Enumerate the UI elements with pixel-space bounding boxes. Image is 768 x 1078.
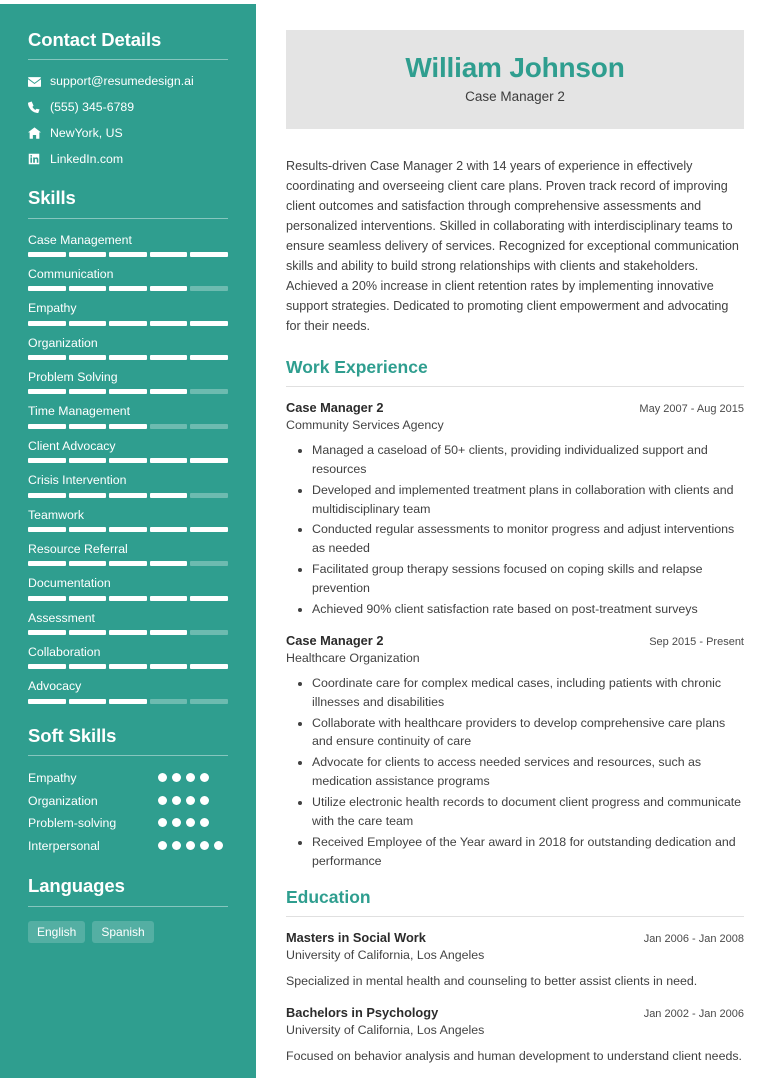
skill-bar-segment (190, 355, 228, 360)
skill-bar-segment (69, 493, 107, 498)
skill-bar-segment (69, 424, 107, 429)
skill-label: Assessment (28, 610, 95, 625)
section-divider (28, 906, 228, 907)
rating-dot (186, 841, 195, 850)
skill-level-bar (28, 321, 228, 326)
rating-dot (158, 773, 167, 782)
skill-level-bar (28, 699, 228, 704)
skill-bar-segment (28, 252, 66, 257)
skill-item (28, 336, 228, 360)
languages-title: Languages (28, 875, 125, 897)
soft-skill-item (28, 793, 228, 810)
skill-bar-segment (69, 458, 107, 463)
skill-item (28, 611, 228, 635)
skill-level-bar (28, 286, 228, 291)
skill-bar-segment (69, 664, 107, 669)
soft-skill-label: Organization (28, 793, 98, 808)
contact-item[interactable] (28, 126, 228, 141)
work-entry-organization: Healthcare Organization (286, 651, 420, 666)
skill-item (28, 439, 228, 463)
education-entry (286, 1005, 744, 1066)
rating-dot (186, 796, 195, 805)
skills-title: Skills (28, 187, 76, 209)
work-entries (286, 400, 744, 871)
skill-bar-segment (69, 355, 107, 360)
skill-level-bar (28, 355, 228, 360)
skill-label: Case Management (28, 232, 132, 247)
skills-list (28, 233, 228, 704)
work-entry-date: May 2007 - Aug 2015 (639, 402, 744, 415)
skill-bar-segment (150, 630, 188, 635)
work-bullet: • Developed and implemented treatment plans in collaboration with clients and multidisciplinary team (312, 481, 744, 519)
skills-section (28, 188, 228, 703)
education-title: Education (286, 887, 371, 908)
rating-dot (200, 796, 209, 805)
skill-bar-segment (28, 321, 66, 326)
skill-item (28, 301, 228, 325)
skill-bar-segment (109, 458, 147, 463)
section-divider (28, 59, 228, 60)
contact-item-value: LinkedIn.com (50, 151, 124, 166)
phone-icon (28, 100, 50, 114)
contact-item[interactable] (28, 152, 228, 167)
skill-bar-segment (69, 389, 107, 394)
education-description: Specialized in mental health and counseling to better assist clients in need. (286, 974, 698, 988)
skill-label: Organization (28, 335, 98, 350)
section-divider (28, 755, 228, 756)
rating-dot (158, 818, 167, 827)
work-bullet: • Facilitated group therapy sessions focused on coping skills and relapse prevention (312, 560, 744, 598)
education-entry (286, 930, 744, 991)
skill-bar-segment (190, 596, 228, 601)
skill-bar-segment (28, 493, 66, 498)
work-bullet: • Conducted regular assessments to monitor progress and adjust interventions as needed (312, 520, 744, 558)
skill-label: Communication (28, 267, 114, 282)
work-entry-header (286, 400, 744, 417)
skill-bar-segment (109, 252, 147, 257)
skill-label: Problem Solving (28, 370, 118, 385)
skill-bar-segment (69, 321, 107, 326)
contact-item-value: NewYork, US (50, 125, 123, 140)
skill-item (28, 233, 228, 257)
work-bullet: • Managed a caseload of 50+ clients, providing individualized support and resources (312, 441, 744, 479)
soft-skill-label: Problem-solving (28, 816, 117, 831)
section-divider (286, 916, 744, 917)
skill-label: Time Management (28, 404, 131, 419)
main-content (256, 4, 768, 1078)
skill-item (28, 679, 228, 703)
skill-bar-segment (28, 561, 66, 566)
skill-bar-segment (190, 389, 228, 394)
rating-dot (158, 841, 167, 850)
skill-item (28, 473, 228, 497)
education-description: Focused on behavior analysis and human development to understand client needs. (286, 1048, 742, 1063)
skill-bar-segment (150, 458, 188, 463)
soft-skill-rating (158, 838, 228, 850)
skill-level-bar (28, 664, 228, 669)
skill-label: Advocacy (28, 679, 82, 694)
skill-bar-segment (69, 630, 107, 635)
skill-item (28, 404, 228, 428)
work-entry (286, 400, 744, 619)
education-date: Jan 2006 - Jan 2008 (643, 932, 744, 945)
rating-dot (172, 818, 181, 827)
education-entry-header (286, 930, 744, 947)
soft-skill-rating (158, 815, 228, 827)
soft-skill-label: Interpersonal (28, 838, 100, 853)
skill-bar-segment (150, 286, 188, 291)
skill-bar-segment (109, 561, 147, 566)
candidate-name: William Johnson (405, 52, 625, 83)
work-experience-section (286, 358, 744, 870)
skill-item (28, 370, 228, 394)
skill-item (28, 267, 228, 291)
skill-label: Documentation (28, 576, 111, 591)
sidebar (0, 4, 256, 1078)
skill-bar-segment (150, 527, 188, 532)
languages-list (28, 921, 228, 943)
skill-bar-segment (190, 527, 228, 532)
education-degree: Masters in Social Work (286, 929, 426, 945)
linkedin-icon (28, 152, 50, 166)
work-entry-header (286, 633, 744, 650)
skill-label: Teamwork (28, 507, 85, 522)
rating-dot (200, 818, 209, 827)
skill-level-bar (28, 561, 228, 566)
skill-label: Collaboration (28, 645, 101, 659)
name-header-card (286, 30, 744, 129)
skill-bar-segment (28, 355, 66, 360)
rating-dot (200, 841, 209, 850)
work-entry-bullets (286, 674, 744, 870)
skill-bar-segment (28, 389, 66, 394)
skill-bar-segment (109, 664, 147, 669)
skill-label: Client Advocacy (28, 438, 116, 453)
rating-dot (172, 773, 181, 782)
work-bullet: • Received Employee of the Year award in 2018 for outstanding dedication and performance (312, 833, 744, 871)
soft-skill-rating (158, 793, 228, 805)
contact-item-value: (555) 345-6789 (50, 100, 135, 115)
skill-bar-segment (150, 355, 188, 360)
soft-skill-item (28, 815, 228, 832)
skill-bar-segment (150, 252, 188, 257)
skill-bar-segment (150, 389, 188, 394)
soft-skill-label: Empathy (28, 771, 77, 786)
skill-bar-segment (109, 527, 147, 532)
skill-bar-segment (109, 321, 147, 326)
skill-label: Resource Referral (28, 541, 128, 556)
skill-bar-segment (190, 699, 228, 704)
skill-bar-segment (150, 596, 188, 601)
education-date: Jan 2002 - Jan 2006 (643, 1007, 744, 1020)
education-school: University of California, Los Angeles (286, 1023, 485, 1038)
skill-bar-segment (69, 286, 107, 291)
rating-dot (214, 841, 223, 850)
work-entry-role: Case Manager 2 (286, 632, 384, 648)
professional-summary: Results-driven Case Manager 2 with 14 years of experience in effectively coordinating and overseeing client care plans. Proven track record of improving client outcomes and satisfaction through comprehensive assessments and personalized interventions. Skilled in collaborating with interdisciplinary teams to ensure seamless delivery of services. Recognized for exceptional communication skills and ability to build strong relationships with clients and stakeholders. Achieved a 20% increase in client retention rates by implementing innovative support strategies. Dedicated to promoting client empowerment and advocating for their needs. (286, 159, 739, 333)
skill-bar-segment (28, 458, 66, 463)
skill-bar-segment (190, 252, 228, 257)
skill-bar-segment (150, 664, 188, 669)
work-entry (286, 633, 744, 871)
candidate-job-title: Case Manager 2 (465, 89, 565, 105)
soft-skill-item (28, 838, 228, 855)
education-degree: Bachelors in Psychology (286, 1004, 439, 1020)
soft-skills-title: Soft Skills (28, 724, 117, 746)
skill-bar-segment (190, 493, 228, 498)
contact-item[interactable] (28, 100, 228, 115)
work-bullet: • Collaborate with healthcare providers to develop comprehensive care plans and ensure continuity of care (312, 714, 744, 752)
work-bullet: • Coordinate care for complex medical cases, including patients with chronic illnesses and disabilities (312, 674, 744, 712)
skill-level-bar (28, 458, 228, 463)
skill-bar-segment (190, 458, 228, 463)
soft-skills-list (28, 770, 228, 854)
rating-dot (200, 773, 209, 782)
skill-bar-segment (28, 424, 66, 429)
skill-label: Crisis Intervention (28, 473, 127, 488)
skill-bar-segment (69, 527, 107, 532)
work-entry-date: Sep 2015 - Present (649, 635, 744, 648)
home-icon (28, 126, 50, 140)
rating-dot (186, 773, 195, 782)
skill-bar-segment (109, 424, 147, 429)
skill-bar-segment (109, 596, 147, 601)
soft-skill-item (28, 770, 228, 787)
education-entry-header (286, 1005, 744, 1022)
skill-bar-segment (69, 252, 107, 257)
skill-level-bar (28, 424, 228, 429)
contact-details-section (28, 30, 228, 166)
contact-list (28, 74, 228, 166)
skill-bar-segment (28, 664, 66, 669)
skill-bar-segment (150, 424, 188, 429)
skill-level-bar (28, 527, 228, 532)
skill-bar-segment (190, 630, 228, 635)
skill-bar-segment (109, 493, 147, 498)
skill-label: Empathy (28, 301, 77, 316)
work-experience-title: Work Experience (286, 357, 428, 378)
skill-bar-segment (190, 561, 228, 566)
skill-bar-segment (150, 493, 188, 498)
contact-item[interactable] (28, 74, 228, 89)
skill-bar-segment (190, 286, 228, 291)
language-tag[interactable]: Spanish (92, 921, 153, 943)
skill-level-bar (28, 630, 228, 635)
skill-level-bar (28, 252, 228, 257)
skill-level-bar (28, 389, 228, 394)
skill-item (28, 576, 228, 600)
skill-bar-segment (28, 527, 66, 532)
rating-dot (172, 841, 181, 850)
contact-details-title: Contact Details (28, 29, 162, 50)
skill-bar-segment (150, 321, 188, 326)
skill-bar-segment (28, 699, 66, 704)
soft-skills-section (28, 726, 228, 855)
rating-dot (158, 796, 167, 805)
work-entry-bullets (286, 441, 744, 619)
work-bullet: • Utilize electronic health records to document client progress and communicate with the care team (312, 793, 744, 831)
work-bullet: • Advocate for clients to access needed services and resources, such as medication assistance programs (312, 753, 744, 791)
skill-bar-segment (190, 321, 228, 326)
language-tag[interactable]: English (28, 921, 85, 943)
work-entry-organization: Community Services Agency (286, 418, 444, 433)
skill-bar-segment (109, 389, 147, 394)
education-school: University of California, Los Angeles (286, 948, 485, 963)
rating-dot (186, 818, 195, 827)
skill-item (28, 645, 228, 669)
skill-bar-segment (109, 355, 147, 360)
soft-skill-rating (158, 770, 228, 782)
languages-section (28, 876, 228, 943)
education-section (286, 888, 744, 1065)
skill-bar-segment (109, 630, 147, 635)
skill-item (28, 542, 228, 566)
work-entry-role: Case Manager 2 (286, 399, 384, 415)
skill-bar-segment (69, 596, 107, 601)
skill-bar-segment (28, 630, 66, 635)
education-entries (286, 930, 744, 1066)
skill-item (28, 508, 228, 532)
contact-item-value: support@resumedesign.ai (50, 74, 194, 89)
skill-bar-segment (28, 596, 66, 601)
skill-bar-segment (150, 699, 188, 704)
skill-bar-segment (109, 286, 147, 291)
skill-level-bar (28, 596, 228, 601)
section-divider (286, 386, 744, 387)
rating-dot (172, 796, 181, 805)
work-bullet: • Achieved 90% client satisfaction rate based on post-treatment surveys (312, 600, 744, 619)
envelope-icon (28, 75, 50, 89)
skill-bar-segment (150, 561, 188, 566)
skill-bar-segment (69, 699, 107, 704)
skill-bar-segment (190, 664, 228, 669)
skill-bar-segment (190, 424, 228, 429)
skill-bar-segment (28, 286, 66, 291)
section-divider (28, 218, 228, 219)
skill-level-bar (28, 493, 228, 498)
skill-bar-segment (109, 699, 147, 704)
skill-bar-segment (69, 561, 107, 566)
